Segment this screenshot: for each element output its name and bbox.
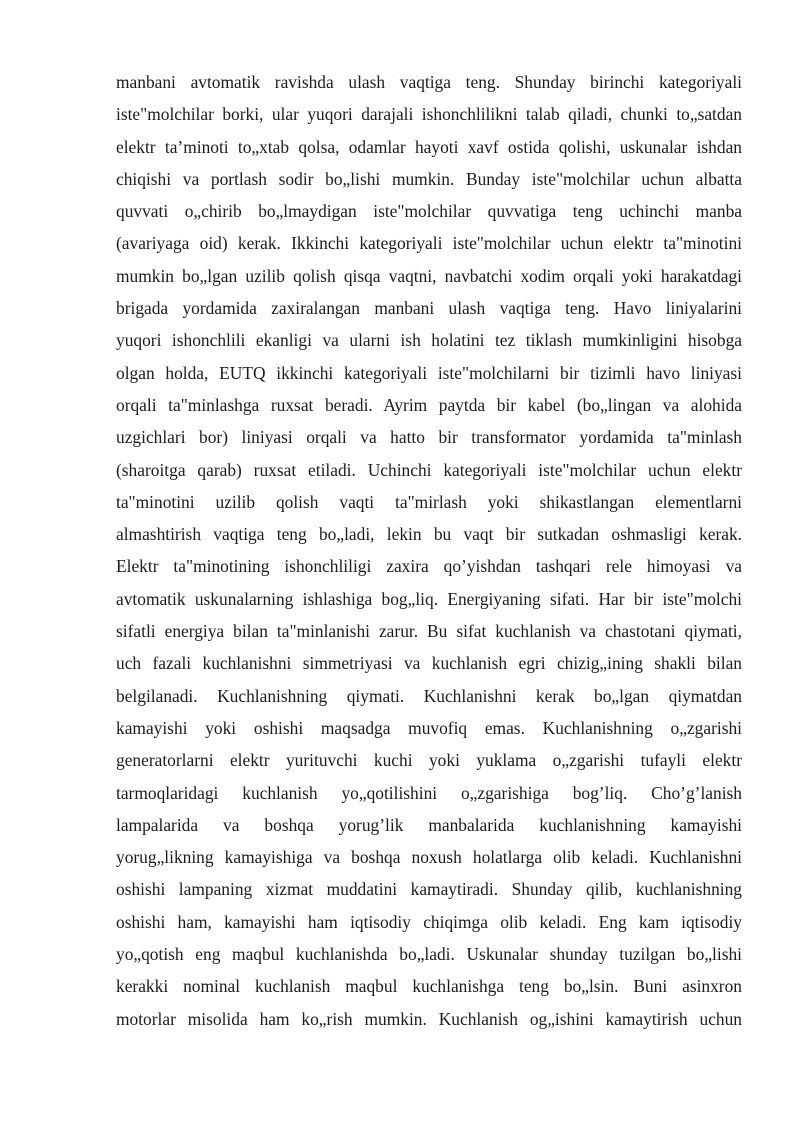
text-line: brigada yordamida zaxiralangan manbani ulash vaqtiga teng. Havo liniyalarini bbox=[116, 298, 742, 319]
text-line: generatorlarni elektr yurituvchi kuchi yoki yuklama o„zgarishi tufayli elektr bbox=[116, 750, 742, 771]
text-line: chiqishi va portlash sodir bo„lishi mumkin. Bunday iste"molchilar uchun albatta bbox=[116, 168, 742, 189]
text-line: almashtirish vaqtiga teng bo„ladi, lekin bu vaqt bir sutkadan oshmasligi kerak. bbox=[116, 524, 742, 545]
text-line: elektr ta’minoti to„xtab qolsa, odamlar hayoti xavf ostida qolishi, uskunalar ishdan bbox=[116, 136, 742, 157]
text-line: yuqori ishonchlili ekanligi va ularni ish holatini tez tiklash mumkinligini hisobga bbox=[116, 330, 742, 351]
text-line: tarmoqlaridagi kuchlanish yo„qotilishini o„zgarishiga bog’liq. Cho’g’lanish bbox=[116, 782, 742, 803]
text-line: yo„qotish eng maqbul kuchlanishda bo„ladi. Uskunalar shunday tuzilgan bo„lishi bbox=[116, 944, 742, 965]
text-line: orqali ta"minlashga ruxsat beradi. Ayrim paytda bir kabel (bo„lingan va alohida bbox=[116, 394, 742, 415]
text-line: (avariyaga oid) kerak. Ikkinchi kategoriyali iste"molchilar uchun elektr ta"minotini bbox=[116, 233, 742, 254]
text-line: ta"minotini uzilib qolish vaqti ta"mirlash yoki shikastlangan elementlarni bbox=[116, 491, 742, 512]
text-line: motorlar misolida ham ko„rish mumkin. Kuchlanish og„ishini kamaytirish uchun bbox=[116, 1008, 742, 1029]
text-line: belgilanadi. Kuchlanishning qiymati. Kuchlanishni kerak bo„lgan qiymatdan bbox=[116, 685, 742, 706]
text-line: iste"molchilar borki, ular yuqori darajali ishonchlilikni talab qiladi, chunki to„satdan bbox=[116, 104, 742, 125]
text-line: Elektr ta"minotining ishonchliligi zaxira qo’yishdan tashqari rele himoyasi va bbox=[116, 556, 742, 577]
text-line: manbani avtomatik ravishda ulash vaqtiga teng. Shunday birinchi kategoriyali bbox=[116, 72, 742, 92]
text-line: kerakki nominal kuchlanish maqbul kuchlanishga teng bo„lsin. Buni asinxron bbox=[116, 976, 742, 997]
text-line: lampalarida va boshqa yorug’lik manbalarida kuchlanishning kamayishi bbox=[116, 814, 742, 835]
text-line: mumkin bo„lgan uzilib qolish qisqa vaqtni, navbatchi xodim orqali yoki harakatdagi bbox=[116, 265, 742, 286]
text-line: uzgichlari bor) liniyasi orqali va hatto bir transformator yordamida ta"minlash bbox=[116, 427, 742, 448]
text-line: kamayishi yoki oshishi maqsadga muvofiq emas. Kuchlanishning o„zgarishi bbox=[116, 717, 742, 738]
text-line: quvvati o„chirib bo„lmaydigan iste"molchilar quvvatiga teng uchinchi manba bbox=[116, 201, 742, 222]
text-line: avtomatik uskunalarning ishlashiga bog„liq. Energiyaning sifati. Har bir iste"molchi bbox=[116, 588, 742, 609]
text-line: (sharoitga qarab) ruxsat etiladi. Uchinchi kategoriyali iste"molchilar uchun elektr bbox=[116, 459, 742, 480]
text-line: yorug„likning kamayishiga va boshqa noxush holatlarga olib keladi. Kuchlanishni bbox=[116, 847, 742, 868]
text-line: oshishi lampaning xizmat muddatini kamaytiradi. Shunday qilib, kuchlanishning bbox=[116, 879, 742, 900]
text-line: oshishi ham, kamayishi ham iqtisodiy chiqimga olib keladi. Eng kam iqtisodiy bbox=[116, 911, 742, 932]
text-line: sifatli energiya bilan ta"minlanishi zarur. Bu sifat kuchlanish va chastotani qiymati, bbox=[116, 621, 742, 642]
text-line: olgan holda, EUTQ ikkinchi kategoriyali iste"molchilarni bir tizimli havo liniyasi bbox=[116, 362, 742, 383]
body-text bbox=[116, 66, 742, 1035]
text-line: uch fazali kuchlanishni simmetriyasi va kuchlanish egri chizig„ining shakli bilan bbox=[116, 653, 742, 674]
